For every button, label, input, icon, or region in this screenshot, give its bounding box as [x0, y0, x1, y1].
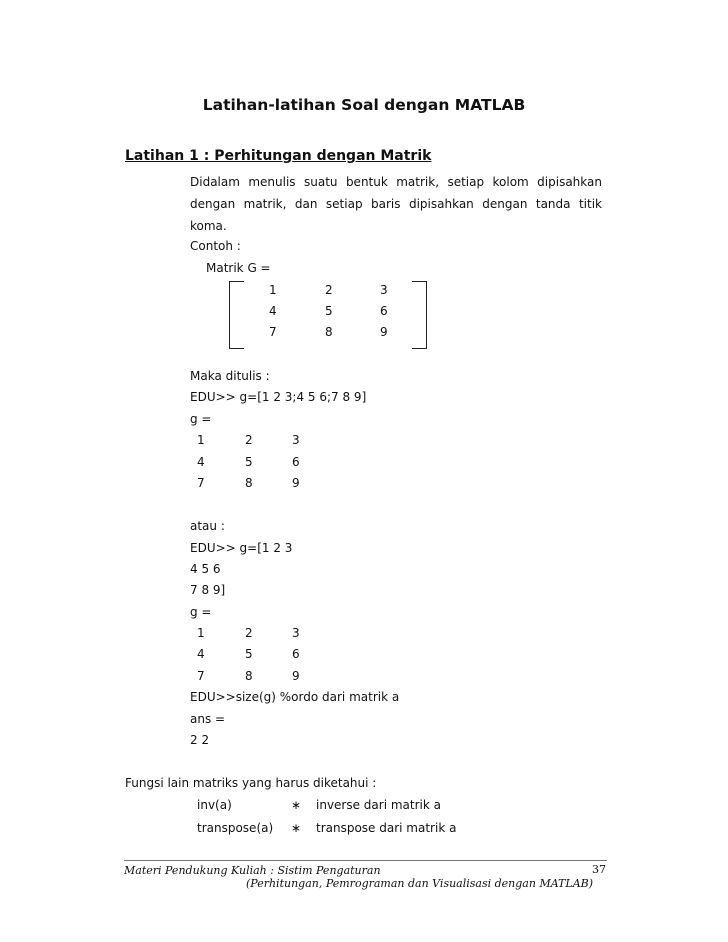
contoh-label: Contoh :: [190, 239, 241, 253]
result-cell: 2: [245, 433, 253, 447]
result-cell: 4: [197, 455, 205, 469]
bullet-icon: ∗: [291, 798, 302, 812]
matrix-label: Matrik G =: [206, 261, 271, 275]
bullet-icon: ∗: [291, 821, 302, 835]
matrix-cell: 4: [269, 304, 277, 318]
matrix-left-bracket: [229, 281, 244, 349]
matrix-right-bracket: [412, 281, 427, 349]
result-cell: 5: [245, 647, 253, 661]
result-cell: 2: [245, 626, 253, 640]
function-name: transpose(a): [197, 821, 274, 835]
result-cell: 9: [292, 476, 300, 490]
function-desc: inverse dari matrik a: [316, 798, 441, 812]
section-heading: Latihan 1 : Perhitungan dengan Matrik: [125, 148, 432, 164]
result-label: g =: [190, 605, 212, 619]
command-line: 4 5 6: [190, 562, 221, 576]
result-cell: 3: [292, 626, 300, 640]
size-command: EDU>>size(g) %ordo dari matrik a: [190, 690, 400, 704]
ans-value: 2 2: [190, 733, 210, 747]
result-cell: 4: [197, 647, 205, 661]
matrix-cell: 7: [269, 325, 277, 339]
function-name: inv(a): [197, 798, 232, 812]
result-cell: 8: [245, 669, 253, 683]
result-cell: 5: [245, 455, 253, 469]
maka-ditulis-label: Maka ditulis :: [190, 369, 270, 383]
result-label: g =: [190, 412, 212, 426]
matrix-cell: 6: [380, 304, 388, 318]
matrix-cell: 1: [269, 283, 277, 297]
result-cell: 6: [292, 647, 300, 661]
result-cell: 7: [197, 669, 205, 683]
intro-paragraph: Didalam menulis suatu bentuk matrik, setiap kolom dipisahkan dengan matrik, dan setiap baris dipisahkan dengan tanda titik koma.: [190, 175, 602, 233]
result-cell: 1: [197, 433, 205, 447]
result-cell: 8: [245, 476, 253, 490]
page-title: Latihan-latihan Soal dengan MATLAB: [202, 96, 526, 114]
result-cell: 3: [292, 433, 300, 447]
command-line: EDU>> g=[1 2 3;4 5 6;7 8 9]: [190, 390, 367, 404]
result-cell: 6: [292, 455, 300, 469]
footer-course: Materi Pendukung Kuliah : Sistim Pengaturan: [124, 864, 381, 877]
atau-label: atau :: [190, 519, 225, 533]
matrix-cell: 9: [380, 325, 388, 339]
footer-subtitle: (Perhitungan, Pemrograman dan Visualisasi dengan MATLAB): [246, 877, 594, 890]
matrix-cell: 3: [380, 283, 388, 297]
page-number: 37: [592, 863, 606, 876]
function-desc: transpose dari matrik a: [316, 821, 457, 835]
command-line: EDU>> g=[1 2 3: [190, 541, 293, 555]
footer-divider: [124, 860, 607, 861]
matrix-cell: 5: [325, 304, 333, 318]
ans-label: ans =: [190, 712, 226, 726]
result-cell: 7: [197, 476, 205, 490]
command-line: 7 8 9]: [190, 583, 226, 597]
matrix-cell: 2: [325, 283, 333, 297]
functions-intro: Fungsi lain matriks yang harus diketahui :: [125, 776, 377, 790]
result-cell: 9: [292, 669, 300, 683]
matrix-cell: 8: [325, 325, 333, 339]
result-cell: 1: [197, 626, 205, 640]
